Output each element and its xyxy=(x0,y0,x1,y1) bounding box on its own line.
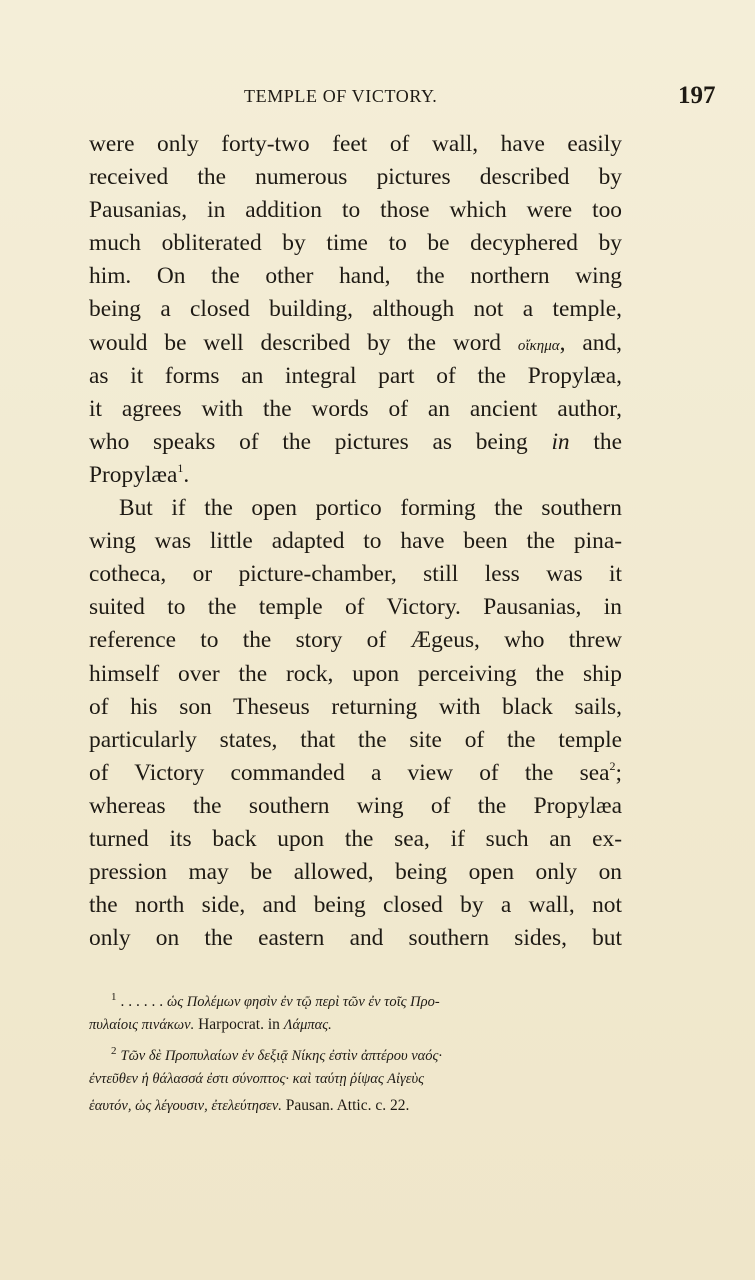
body-line: suited to the temple of Victory. Pausanias, in xyxy=(89,594,622,621)
body-line: Pausanias, in addition to those which were too xyxy=(89,197,622,224)
body-line: were only forty-two feet of wall, have easily xyxy=(89,131,622,157)
footnote-2-greek: Τῶν δὲ Προπυλαίων ἐν δεξιᾷ Νίκης ἐστὶν ἀπτέρου ναός· xyxy=(120,1048,443,1064)
footnote-2-line xyxy=(89,1038,622,1065)
body-line-tail: ; xyxy=(615,759,622,786)
body-line-text: who speaks of the pictures as being xyxy=(89,428,528,455)
footnote-1-reference: Harpocrat. in xyxy=(198,1016,280,1033)
footnote-1-reference-greek: Λάμπας. xyxy=(283,1017,332,1033)
footnotes xyxy=(89,984,622,1119)
body-line xyxy=(89,327,622,360)
footnote-1-ellipsis: . . . . . . xyxy=(120,993,164,1010)
footnote-2-greek: ἐντεῦθεν ἡ θάλασσά ἐστι σύνοπτος· καὶ ταύτῃ ῥίψας Αἰγεὺς xyxy=(89,1071,425,1087)
page-number: 197 xyxy=(678,82,716,109)
greek-word-oikema: οἴκημα xyxy=(517,337,560,354)
body-text xyxy=(89,128,622,955)
body-line: But if the open portico forming the southern xyxy=(119,495,622,522)
footnote-2-greek: ἑαυτόν, ὡς λέγουσιν, ἐτελεύτησεν. xyxy=(89,1098,282,1114)
footnote-2-mark: 2 xyxy=(111,1045,117,1057)
body-line: only on the eastern and southern sides, but xyxy=(89,925,622,952)
body-line-text: would be well described by the word xyxy=(89,329,501,356)
body-line-tail: the xyxy=(593,428,622,455)
body-line: particularly states, that the site of the temple xyxy=(89,726,622,753)
body-line: the north side, and being closed by a wall, not xyxy=(89,892,622,919)
body-line: turned its back upon the sea, if such an ex- xyxy=(89,825,622,852)
footnote-1-line xyxy=(89,984,622,1011)
body-line-text: Propylæa xyxy=(89,461,178,488)
body-line xyxy=(89,426,622,459)
body-line: cotheca, or picture-chamber, still less was it xyxy=(89,561,622,588)
footnote-2-line xyxy=(89,1065,622,1092)
body-line: wing was little adapted to have been the pina- xyxy=(89,528,622,555)
body-line: much obliterated by time to be decyphered by xyxy=(89,230,622,257)
footnote-1-greek: πυλαίοις πινάκων. xyxy=(89,1017,195,1033)
body-line: pression may be allowed, being open only on xyxy=(89,859,622,886)
body-line: of his son Theseus returning with black sails, xyxy=(89,693,622,720)
italic-word-in: in xyxy=(551,428,570,455)
body-line: reference to the story of Ægeus, who threw xyxy=(89,627,622,654)
footnote-1-line xyxy=(89,1011,622,1038)
footnote-ref-1: 1 xyxy=(177,460,184,475)
body-line: whereas the southern wing of the Propylæa xyxy=(89,792,622,819)
body-line: himself over the rock, upon perceiving the ship xyxy=(89,660,622,687)
footnote-1-mark: 1 xyxy=(111,991,117,1003)
footnote-2-line xyxy=(89,1092,622,1119)
running-head xyxy=(0,84,755,114)
body-line: it agrees with the words of an ancient author, xyxy=(89,395,622,422)
body-line xyxy=(89,459,622,492)
body-line: him. On the other hand, the northern wing xyxy=(89,263,622,290)
body-line-tail: , and, xyxy=(559,329,622,356)
body-line xyxy=(89,757,622,790)
body-line: as it forms an integral part of the Propylæa, xyxy=(89,362,622,389)
footnote-2-reference: Pausan. Attic. c. 22. xyxy=(285,1097,410,1114)
footnote-1-greek: ὡς Πολέμων φησὶν ἐν τῷ περὶ τῶν ἐν τοῖς Προ- xyxy=(167,994,440,1010)
running-head-title: TEMPLE OF VICTORY. xyxy=(244,86,438,106)
body-line: being a closed building, although not a temple, xyxy=(89,296,622,323)
body-line-tail: . xyxy=(183,461,190,488)
footnote-ref-2: 2 xyxy=(609,758,616,773)
body-line-text: of Victory commanded a view of the sea xyxy=(89,759,610,786)
body-line: received the numerous pictures described by xyxy=(89,164,622,191)
